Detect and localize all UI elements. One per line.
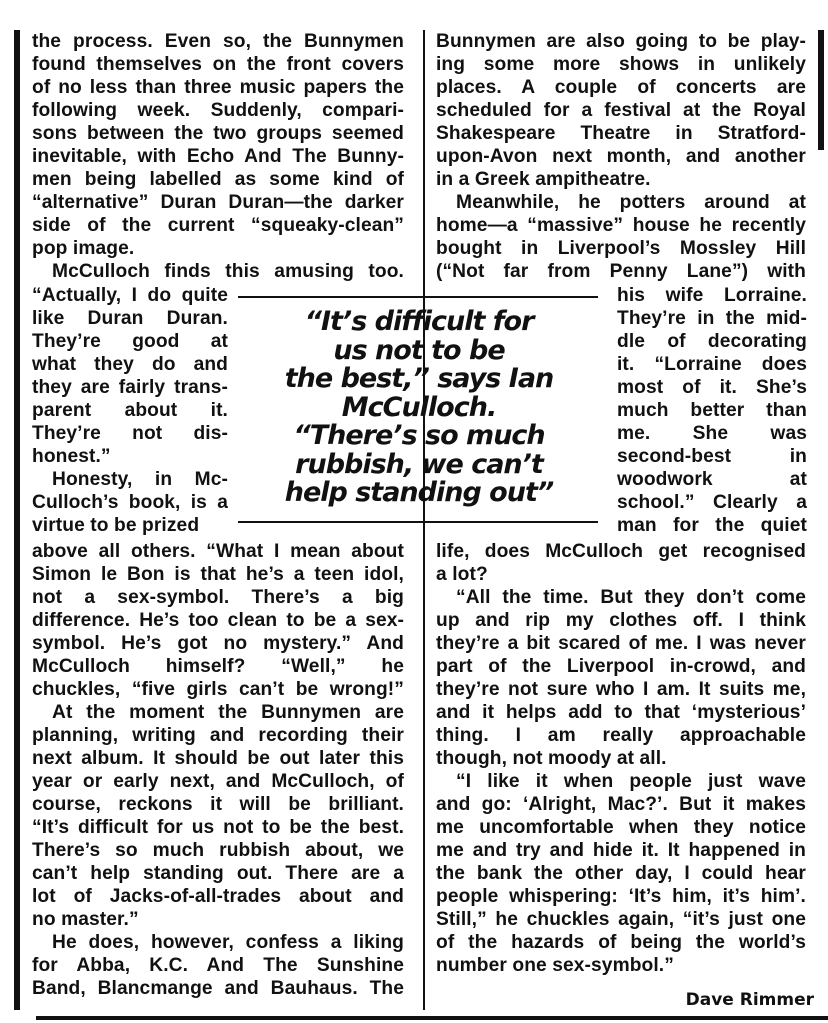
text-line: and it helps add to that ‘mysterious’ bbox=[436, 702, 806, 723]
text-line: There’s so much rubbish about, we bbox=[32, 840, 404, 861]
text-line: they’re a bit scared of me. I was never bbox=[436, 633, 806, 654]
pull-quote-line: “There’s so much bbox=[293, 420, 545, 451]
text-line: second-best in bbox=[617, 446, 807, 467]
text-line: Simon le Bon is that he’s a teen idol, bbox=[32, 564, 404, 585]
pull-quote-line: McCulloch. bbox=[341, 391, 497, 423]
author-byline: Dave Rimmer bbox=[685, 990, 814, 1010]
text-line: honest.” bbox=[32, 446, 111, 467]
text-line: difference. He’s too clean to be a sex- bbox=[32, 610, 404, 631]
text-line: people whispering: ‘It’s him, it’s him’. bbox=[436, 886, 806, 907]
text-line: “I like it when people just wave bbox=[456, 771, 806, 792]
text-line: inevitable, with Echo And The Bunny- bbox=[32, 146, 404, 167]
text-line: planning, writing and recording their bbox=[32, 725, 404, 746]
text-line: “It’s difficult for us not to be the best. bbox=[32, 817, 404, 838]
text-line: McCulloch himself? “Well,” he bbox=[32, 656, 404, 677]
text-line: above all others. “What I mean about bbox=[32, 541, 404, 562]
text-line: They’re good at bbox=[32, 331, 228, 352]
text-line: Bunnymen are also going to be play- bbox=[436, 31, 806, 52]
text-line: thing. I am really approachable bbox=[436, 725, 806, 746]
text-line: school.” Clearly a bbox=[617, 492, 807, 513]
text-line: They’re in the mid- bbox=[617, 308, 807, 329]
text-line: McCulloch finds this amusing too. bbox=[52, 261, 404, 282]
text-line: woodwork at bbox=[617, 469, 807, 490]
text-line: of the hazards of being the world’s bbox=[436, 932, 806, 953]
pull-quote-line: “It’s difficult for bbox=[304, 306, 534, 337]
text-line: following week. Suddenly, compari- bbox=[32, 100, 404, 121]
text-line: ing some more shows in unlikely bbox=[436, 54, 806, 75]
text-line: Band, Blancmange and Bauhaus. The bbox=[32, 978, 404, 999]
text-line: symbol. He’s got no mystery.” And bbox=[32, 633, 404, 654]
text-line: a lot? bbox=[436, 564, 488, 585]
text-line: much better than bbox=[617, 400, 807, 421]
text-line: his wife Lorraine. bbox=[617, 285, 807, 306]
text-line: they’re not sure who I am. It suits me, bbox=[436, 679, 806, 700]
text-line: sons between the two groups seemed bbox=[32, 123, 404, 144]
text-line: in a Greek ampitheatre. bbox=[436, 169, 651, 190]
text-line: Honesty, in Mc- bbox=[52, 469, 228, 490]
text-line: “alternative” Duran Duran—the darker bbox=[32, 192, 404, 213]
center-column-rule bbox=[423, 30, 425, 1010]
text-line: upon-Avon next month, and another bbox=[436, 146, 806, 167]
text-line: pop image. bbox=[32, 238, 135, 259]
text-line: like Duran Duran. bbox=[32, 308, 228, 329]
left-column-rule bbox=[14, 30, 20, 1010]
text-line: man for the quiet bbox=[617, 515, 807, 536]
text-line: men being labelled as some kind of bbox=[32, 169, 404, 190]
text-line: it. “Lorraine does bbox=[617, 354, 807, 375]
text-line: me. She was bbox=[617, 423, 807, 444]
text-line: no master.” bbox=[32, 909, 139, 930]
right-edge-rule bbox=[818, 30, 824, 150]
pull-quote-top-rule bbox=[238, 296, 598, 298]
text-line: course, reckons it will be brilliant. bbox=[32, 794, 404, 815]
pull-quote-bottom-rule bbox=[238, 521, 598, 523]
text-line: life, does McCulloch get recognised bbox=[436, 541, 806, 562]
text-line: me uncomfortable when they notice bbox=[436, 817, 806, 838]
text-line: not a sex-symbol. There’s a big bbox=[32, 587, 404, 608]
text-line: “All the time. But they don’t come bbox=[456, 587, 806, 608]
text-line: He does, however, confess a liking bbox=[52, 932, 404, 953]
pull-quote-line: rubbish, we can’t bbox=[295, 448, 543, 480]
text-line: most of it. She’s bbox=[617, 377, 807, 398]
pull-quote bbox=[246, 308, 592, 508]
text-line: places. A couple of concerts are bbox=[436, 77, 806, 98]
pull-quote-line: us not to be bbox=[333, 334, 505, 366]
text-line: scheduled for a festival at the Royal bbox=[436, 100, 806, 121]
text-line: they are fairly trans- bbox=[32, 377, 228, 398]
text-line: Culloch’s book, is a bbox=[32, 492, 228, 513]
text-line: (“Not far from Penny Lane”) with bbox=[436, 261, 806, 282]
text-line: for Abba, K.C. And The Sunshine bbox=[32, 955, 404, 976]
text-line: Shakespeare Theatre in Stratford- bbox=[436, 123, 806, 144]
text-line: lot of Jacks-of-all-trades about and bbox=[32, 886, 404, 907]
text-line: dle of decorating bbox=[617, 331, 807, 352]
text-line: Meanwhile, he potters around at bbox=[456, 192, 806, 213]
text-line: “Actually, I do quite bbox=[32, 285, 228, 306]
bottom-rule bbox=[36, 1016, 828, 1020]
text-line: bought in Liverpool’s Mossley Hill bbox=[436, 238, 806, 259]
text-line: of no less than three music papers the bbox=[32, 77, 404, 98]
text-line: chuckles, “five girls can’t be wrong!” bbox=[32, 679, 404, 700]
text-line: home—a “massive” house he recently bbox=[436, 215, 806, 236]
text-line: At the moment the Bunnymen are bbox=[52, 702, 404, 723]
text-line: number one sex-symbol.” bbox=[436, 955, 674, 976]
text-line: what they do and bbox=[32, 354, 228, 375]
text-line: can’t help standing out. There are a bbox=[32, 863, 404, 884]
text-line: the process. Even so, the Bunnymen bbox=[32, 31, 404, 52]
text-line: part of the Liverpool in-crowd, and bbox=[436, 656, 806, 677]
text-line: parent about it. bbox=[32, 400, 228, 421]
pull-quote-line: help standing out” bbox=[284, 477, 554, 508]
pull-quote-line: the best,” says Ian bbox=[284, 363, 554, 394]
text-line: They’re not dis- bbox=[32, 423, 228, 444]
text-line: up and rip my clothes off. I think bbox=[436, 610, 806, 631]
text-line: virtue to be prized bbox=[32, 515, 200, 536]
text-line: though, not moody at all. bbox=[436, 748, 667, 769]
text-line: found themselves on the front covers bbox=[32, 54, 404, 75]
text-line: Still,” he chuckles again, “it’s just one bbox=[436, 909, 806, 930]
text-line: year or early next, and McCulloch, of bbox=[32, 771, 404, 792]
text-line: the bank the other day, I could hear bbox=[436, 863, 806, 884]
text-line: and go: ‘Alright, Mac?’. But it makes bbox=[436, 794, 806, 815]
text-line: next album. It should be out later this bbox=[32, 748, 404, 769]
text-line: me and try and hide it. It happened in bbox=[436, 840, 806, 861]
text-line: side of the current “squeaky-clean” bbox=[32, 215, 404, 236]
